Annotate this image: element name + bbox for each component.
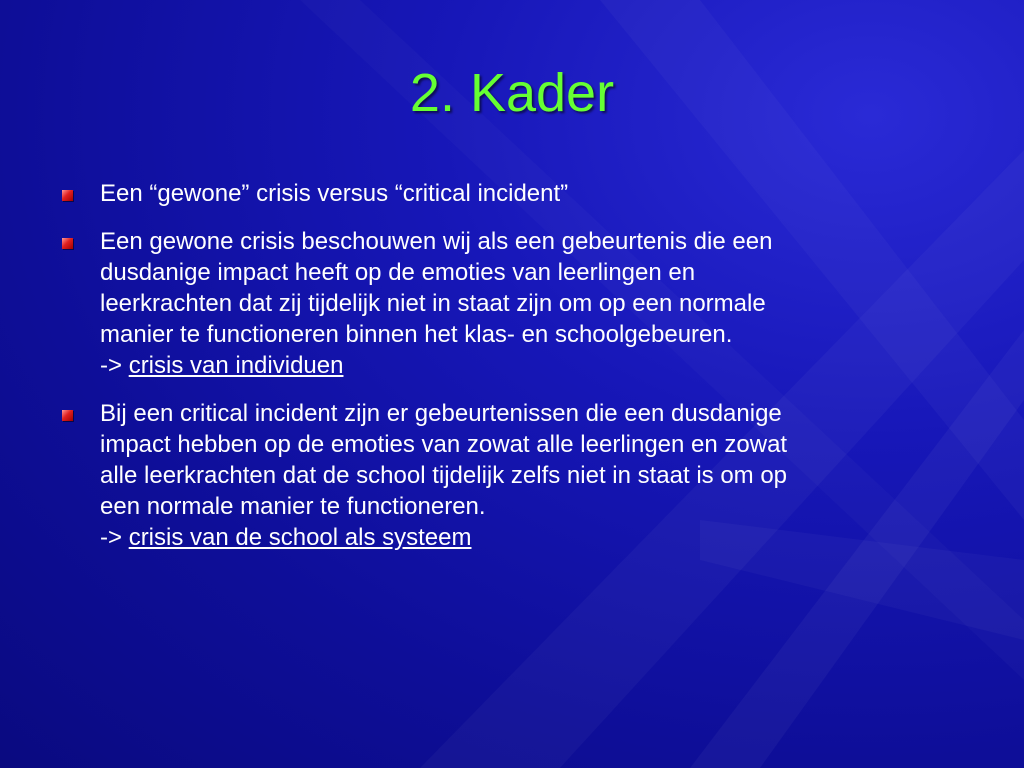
conclusion-line (100, 350, 942, 381)
bullet-square-icon (62, 190, 73, 201)
bullet-square-icon (62, 410, 73, 421)
bullet-text-line: leerkrachten dat zij tijdelijk niet in staat zijn om op een normale (100, 290, 766, 317)
bullet-text-line: Een “gewone” crisis versus “critical incident” (100, 180, 569, 207)
bullet-item (62, 398, 942, 553)
bullet-square-icon (62, 238, 73, 249)
bullet-text-line: een normale manier te functioneren. (100, 493, 486, 520)
arrow-text: -> (100, 524, 123, 551)
bullet-item (62, 226, 942, 381)
bullet-item (62, 178, 942, 209)
bullet-text-line: dusdanige impact heeft op de emoties van leerlingen en (100, 259, 696, 286)
bullet-text-line: Een gewone crisis beschouwen wij als een gebeurtenis die een (100, 228, 773, 255)
bullet-text-line: manier te functioneren binnen het klas- en schoolgebeuren. (100, 321, 733, 348)
bullet-text-line: alle leerkrachten dat de school tijdelijk zelfs niet in staat is om op (100, 462, 788, 489)
bullet-text-line: impact hebben op de emoties van zowat alle leerlingen en zowat (100, 431, 788, 458)
conclusion-line (100, 522, 942, 553)
bullet-text-line: Bij een critical incident zijn er gebeurtenissen die een dusdanige (100, 400, 782, 427)
bullet-list (62, 178, 942, 570)
slide-title: 2. Kader (409, 63, 615, 123)
crisis-school-systeem-link[interactable]: crisis van de school als systeem (128, 524, 472, 551)
crisis-individuen-link[interactable]: crisis van individuen (128, 352, 344, 379)
arrow-text: -> (100, 352, 123, 379)
